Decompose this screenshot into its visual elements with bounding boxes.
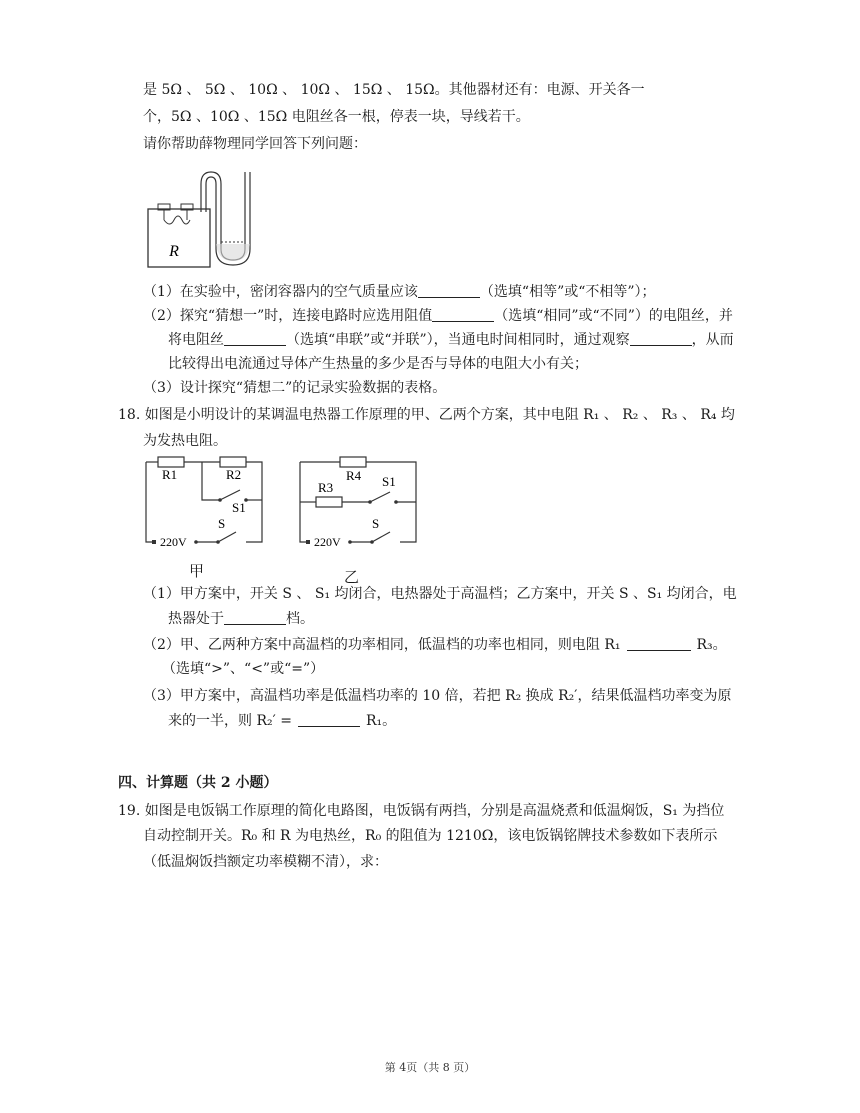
u-tube-apparatus-figure: [143, 164, 273, 274]
section-4-title: 四、计算题（共 2 小题）: [118, 775, 278, 791]
resistor-R2: [220, 457, 246, 467]
q17-p2-text-d: （选填“串联”或“并联”），当通电时间相同时，通过观察: [286, 332, 630, 348]
label-voltage: 220V: [314, 535, 341, 549]
q18-part3-line2: [168, 711, 396, 731]
q18-p2-text-a: （2）甲、乙两种方案中高温档的功率相同，低温档的功率也相同，则电阻 R₁: [143, 637, 621, 653]
q19-line3: （低温焖饭挡额定功率模糊不清），求：: [143, 854, 388, 870]
answer-blank[interactable]: [630, 331, 692, 346]
label-S1: S1: [232, 500, 246, 515]
q18-p1-text-b: 热器处于: [168, 611, 224, 627]
q17-part1: [143, 282, 656, 302]
label-R3: R3: [318, 480, 334, 495]
circuit-jia: [140, 456, 268, 552]
label-S1: S1: [382, 474, 396, 489]
q17-p2-text-c: 将电阻丝: [168, 332, 224, 348]
sealed-container: [148, 209, 210, 267]
q17-part3: （3）设计探究“猜想二”的记录实验数据的表格。: [143, 380, 447, 396]
q17-p2-text-b: （选填“相同”或“不同”）的电阻丝，并: [494, 308, 733, 324]
q18-p1-text-c: 档。: [286, 611, 314, 627]
caption-jia: 甲: [189, 562, 205, 580]
q18-stem-line1: 18. 如图是小明设计的某调温电热器工作原理的甲、乙两个方案，其中电阻 R₁ 、 R₂ 、 R₃ 、 R₄ 均: [118, 407, 735, 423]
answer-blank[interactable]: [627, 636, 691, 651]
q19-line2: 自动控制开关。R₀ 和 R 为电热丝，R₀ 的阻值为 1210Ω，该电饭锅铭牌技术参数如下表所示: [143, 828, 718, 844]
q17-part2-line2: [168, 330, 734, 350]
q17-part2-line3: 比较得出电流通过导体产生热量的多少是否与导体的电阻大小有关；: [168, 356, 588, 372]
q17-p1-text-a: （1）在实验中，密闭容器内的空气质量应该: [143, 284, 418, 300]
label-R4: R4: [346, 468, 362, 483]
q18-p2-text-b: R₃。: [696, 637, 727, 653]
q18-part1-line1: （1）甲方案中，开关 S 、 S₁ 均闭合，电热器处于高温档；乙方案中，开关 S 、S₁ 均闭合，电: [143, 586, 737, 602]
switch-S1: [370, 492, 390, 502]
q18-part3-line1: （3）甲方案中，高温档功率是低温档功率的 10 倍，若把 R₂ 换成 R₂′，结果低温档功率变为原: [143, 688, 732, 704]
label-S: S: [372, 516, 380, 531]
q18-part2-line1: [143, 635, 727, 655]
answer-blank[interactable]: [298, 712, 360, 727]
label-R1: R1: [162, 467, 178, 482]
q18-stem-line2: 为发热电阻。: [143, 433, 227, 449]
answer-blank[interactable]: [224, 331, 286, 346]
switch-S: [218, 532, 236, 542]
intro-line-2: 个，5Ω 、10Ω 、15Ω 电阻丝各一根，停表一块，导线若干。: [143, 109, 530, 125]
resistor-coil: [164, 216, 190, 224]
q17-part2-line1: [143, 306, 733, 326]
q18-p3-text-c: R₁。: [365, 713, 397, 729]
q19-line1: 19. 如图是电饭锅工作原理的简化电路图，电饭锅有两挡，分别是高温烧煮和低温焖饭，S₁ 为挡位: [118, 803, 725, 819]
switch-S1: [220, 490, 240, 500]
q18-p3-text-b: 来的一半，则 R₂′ =: [168, 713, 292, 729]
q17-p2-text-a: （2）探究“猜想一”时，连接电路时应选用阻值: [143, 308, 433, 324]
answer-blank[interactable]: [224, 610, 286, 625]
q18-part2-line2: （选填“>”、“<”或“=”）: [162, 661, 325, 677]
label-S: S: [218, 516, 226, 531]
caption-yi: 乙: [344, 568, 360, 586]
resistor-label: R: [169, 243, 179, 260]
q17-p1-text-b: （选填“相等”或“不相等”）；: [479, 284, 656, 300]
resistor-R1: [158, 457, 184, 467]
answer-blank[interactable]: [418, 283, 480, 298]
intro-line-1: 是 5Ω 、 5Ω 、 10Ω 、 10Ω 、 15Ω 、 15Ω。其他器材还有：电源、开关各一: [143, 82, 645, 98]
q18-part1-line2: [168, 609, 314, 629]
resistor-R4: [340, 457, 366, 467]
intro-line-3: 请你帮助薛物理同学回答下列问题：: [143, 136, 367, 152]
page-footer: 第 4页（共 8 页）: [384, 1061, 476, 1074]
label-voltage: 220V: [160, 535, 187, 549]
answer-blank[interactable]: [432, 307, 494, 322]
resistor-R3: [316, 497, 342, 507]
circuit-yi: [294, 456, 422, 552]
q17-p2-text-e: ，从而: [691, 332, 734, 348]
label-R2: R2: [226, 467, 242, 482]
switch-S: [372, 532, 390, 542]
